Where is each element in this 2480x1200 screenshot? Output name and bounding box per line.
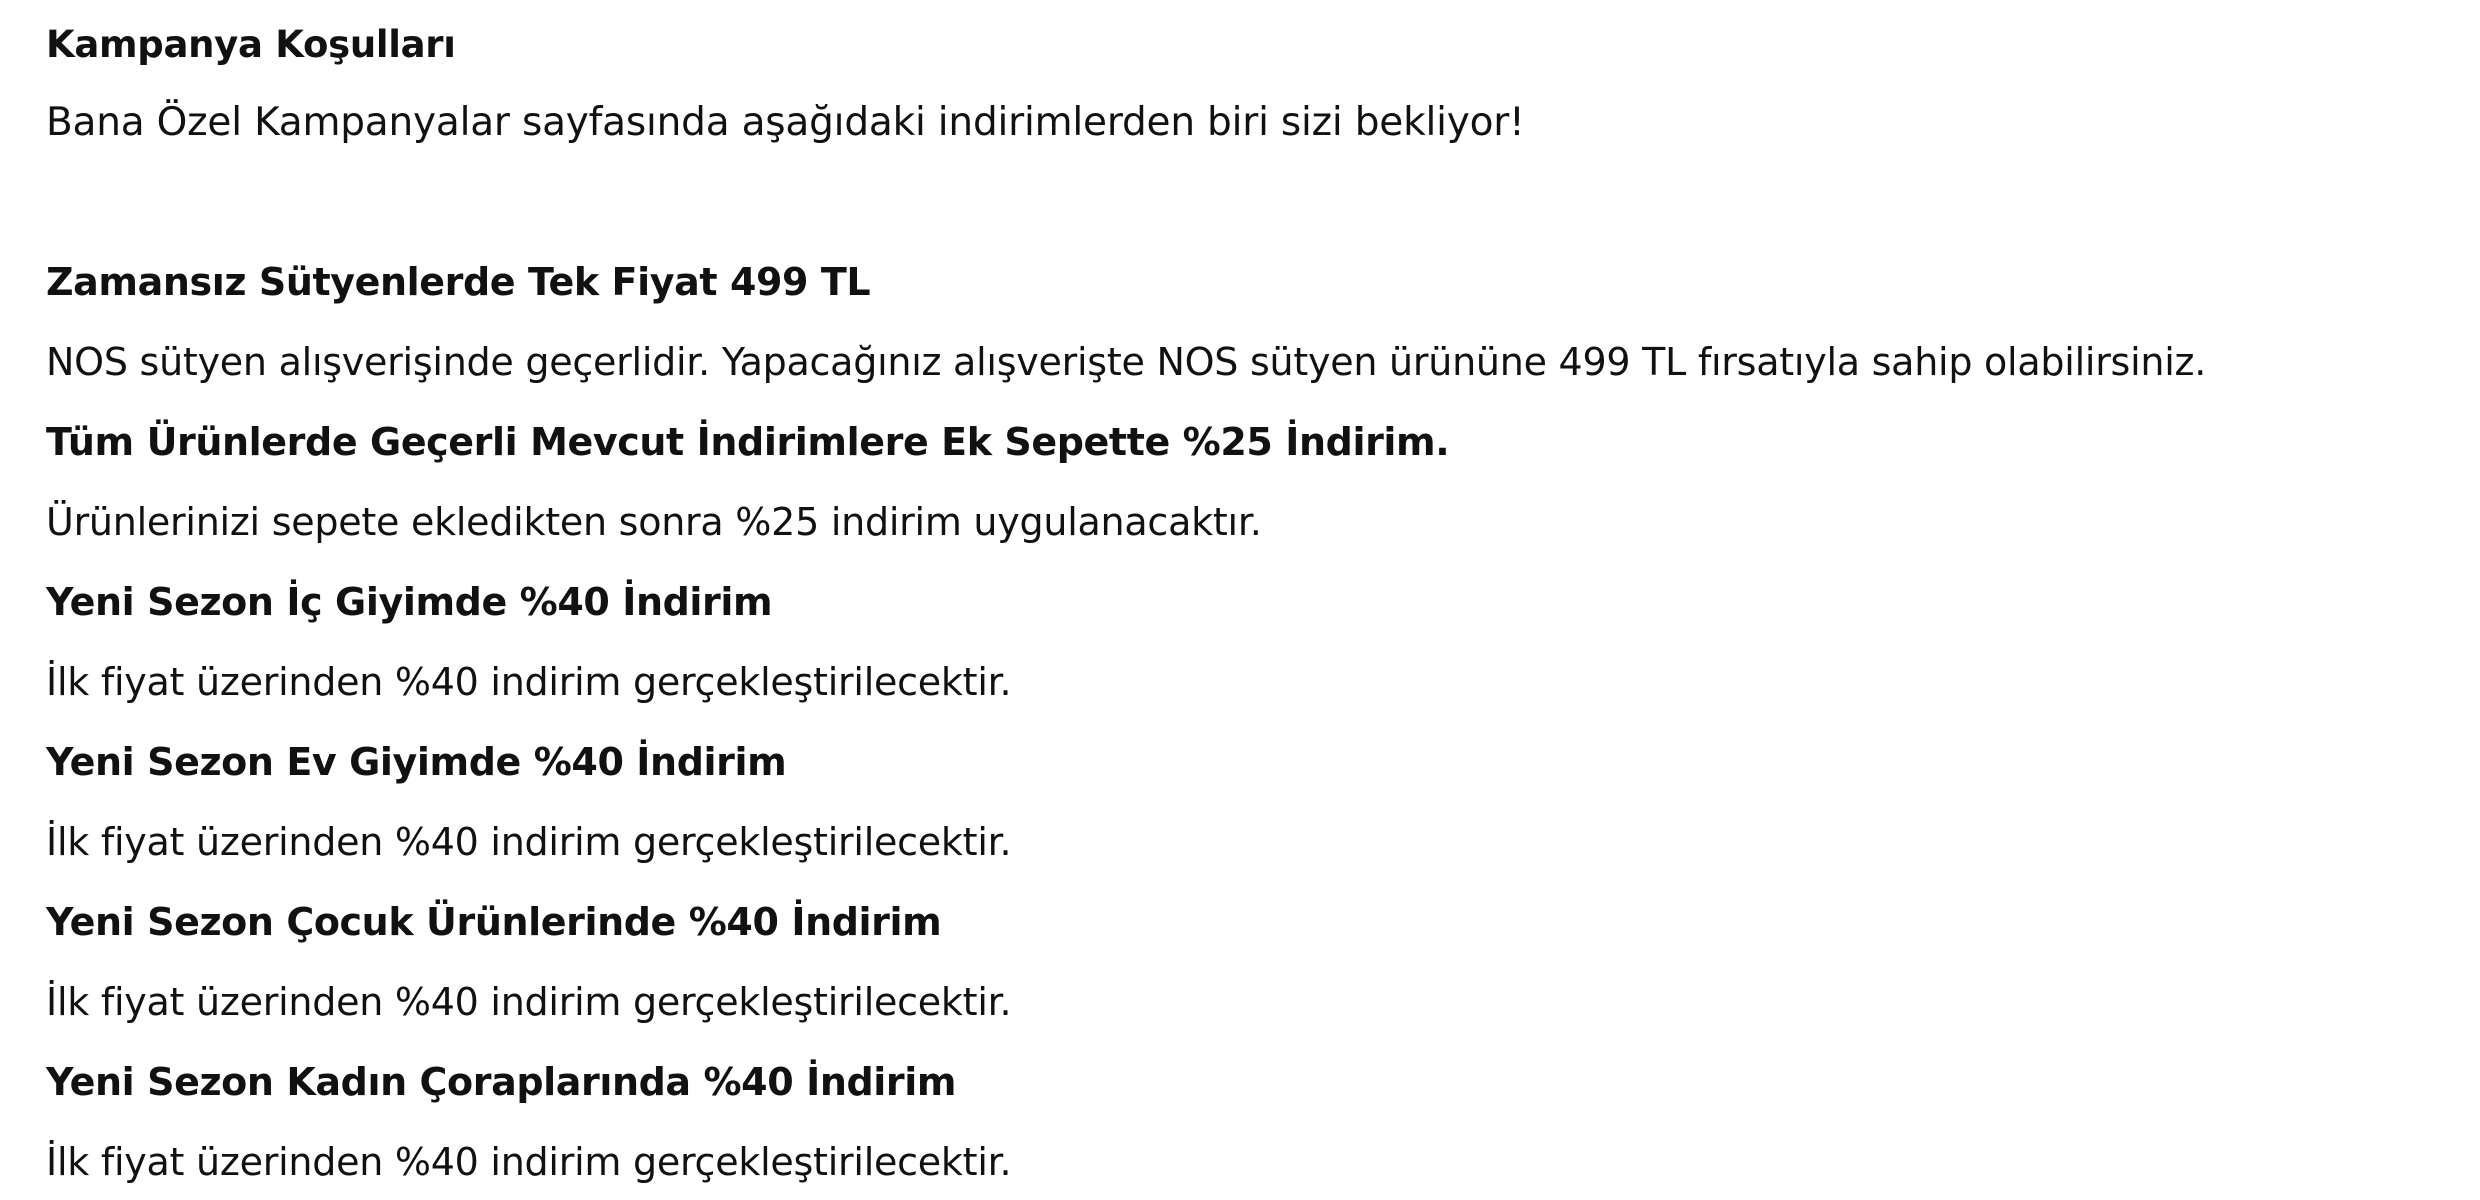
campaign-description-homewear-40: İlk fiyat üzerinden %40 indirim gerçekleştirilecektir. xyxy=(46,820,1012,864)
campaign-heading-homewear-40: Yeni Sezon Ev Giyimde %40 İndirim xyxy=(46,740,787,784)
campaign-description-underwear-40: İlk fiyat üzerinden %40 indirim gerçekleştirilecektir. xyxy=(46,660,1012,704)
campaign-description-bra-499: NOS sütyen alışverişinde geçerlidir. Yapacağınız alışverişte NOS sütyen ürününe 499 TL fırsatıyla sahip olabilirsiniz. xyxy=(46,340,2207,384)
campaign-heading-socks-40: Yeni Sezon Kadın Çoraplarında %40 İndirim xyxy=(46,1060,957,1104)
campaign-heading-cart-25: Tüm Ürünlerde Geçerli Mevcut İndirimlere Ek Sepette %25 İndirim. xyxy=(46,420,1450,464)
campaign-description-socks-40: İlk fiyat üzerinden %40 indirim gerçekleştirilecektir. xyxy=(46,1140,1012,1184)
campaign-description-kids-40: İlk fiyat üzerinden %40 indirim gerçekleştirilecektir. xyxy=(46,980,1012,1024)
campaign-heading-kids-40: Yeni Sezon Çocuk Ürünlerinde %40 İndirim xyxy=(46,900,942,944)
campaign-heading-underwear-40: Yeni Sezon İç Giyimde %40 İndirim xyxy=(46,580,773,624)
intro-text: Bana Özel Kampanyalar sayfasında aşağıdaki indirimlerden biri sizi bekliyor! xyxy=(46,100,1525,145)
campaign-description-cart-25: Ürünlerinizi sepete ekledikten sonra %25 indirim uygulanacaktır. xyxy=(46,500,1262,544)
campaign-heading-bra-499: Zamansız Sütyenlerde Tek Fiyat 499 TL xyxy=(46,260,871,304)
page-title: Kampanya Koşulları xyxy=(46,23,456,66)
